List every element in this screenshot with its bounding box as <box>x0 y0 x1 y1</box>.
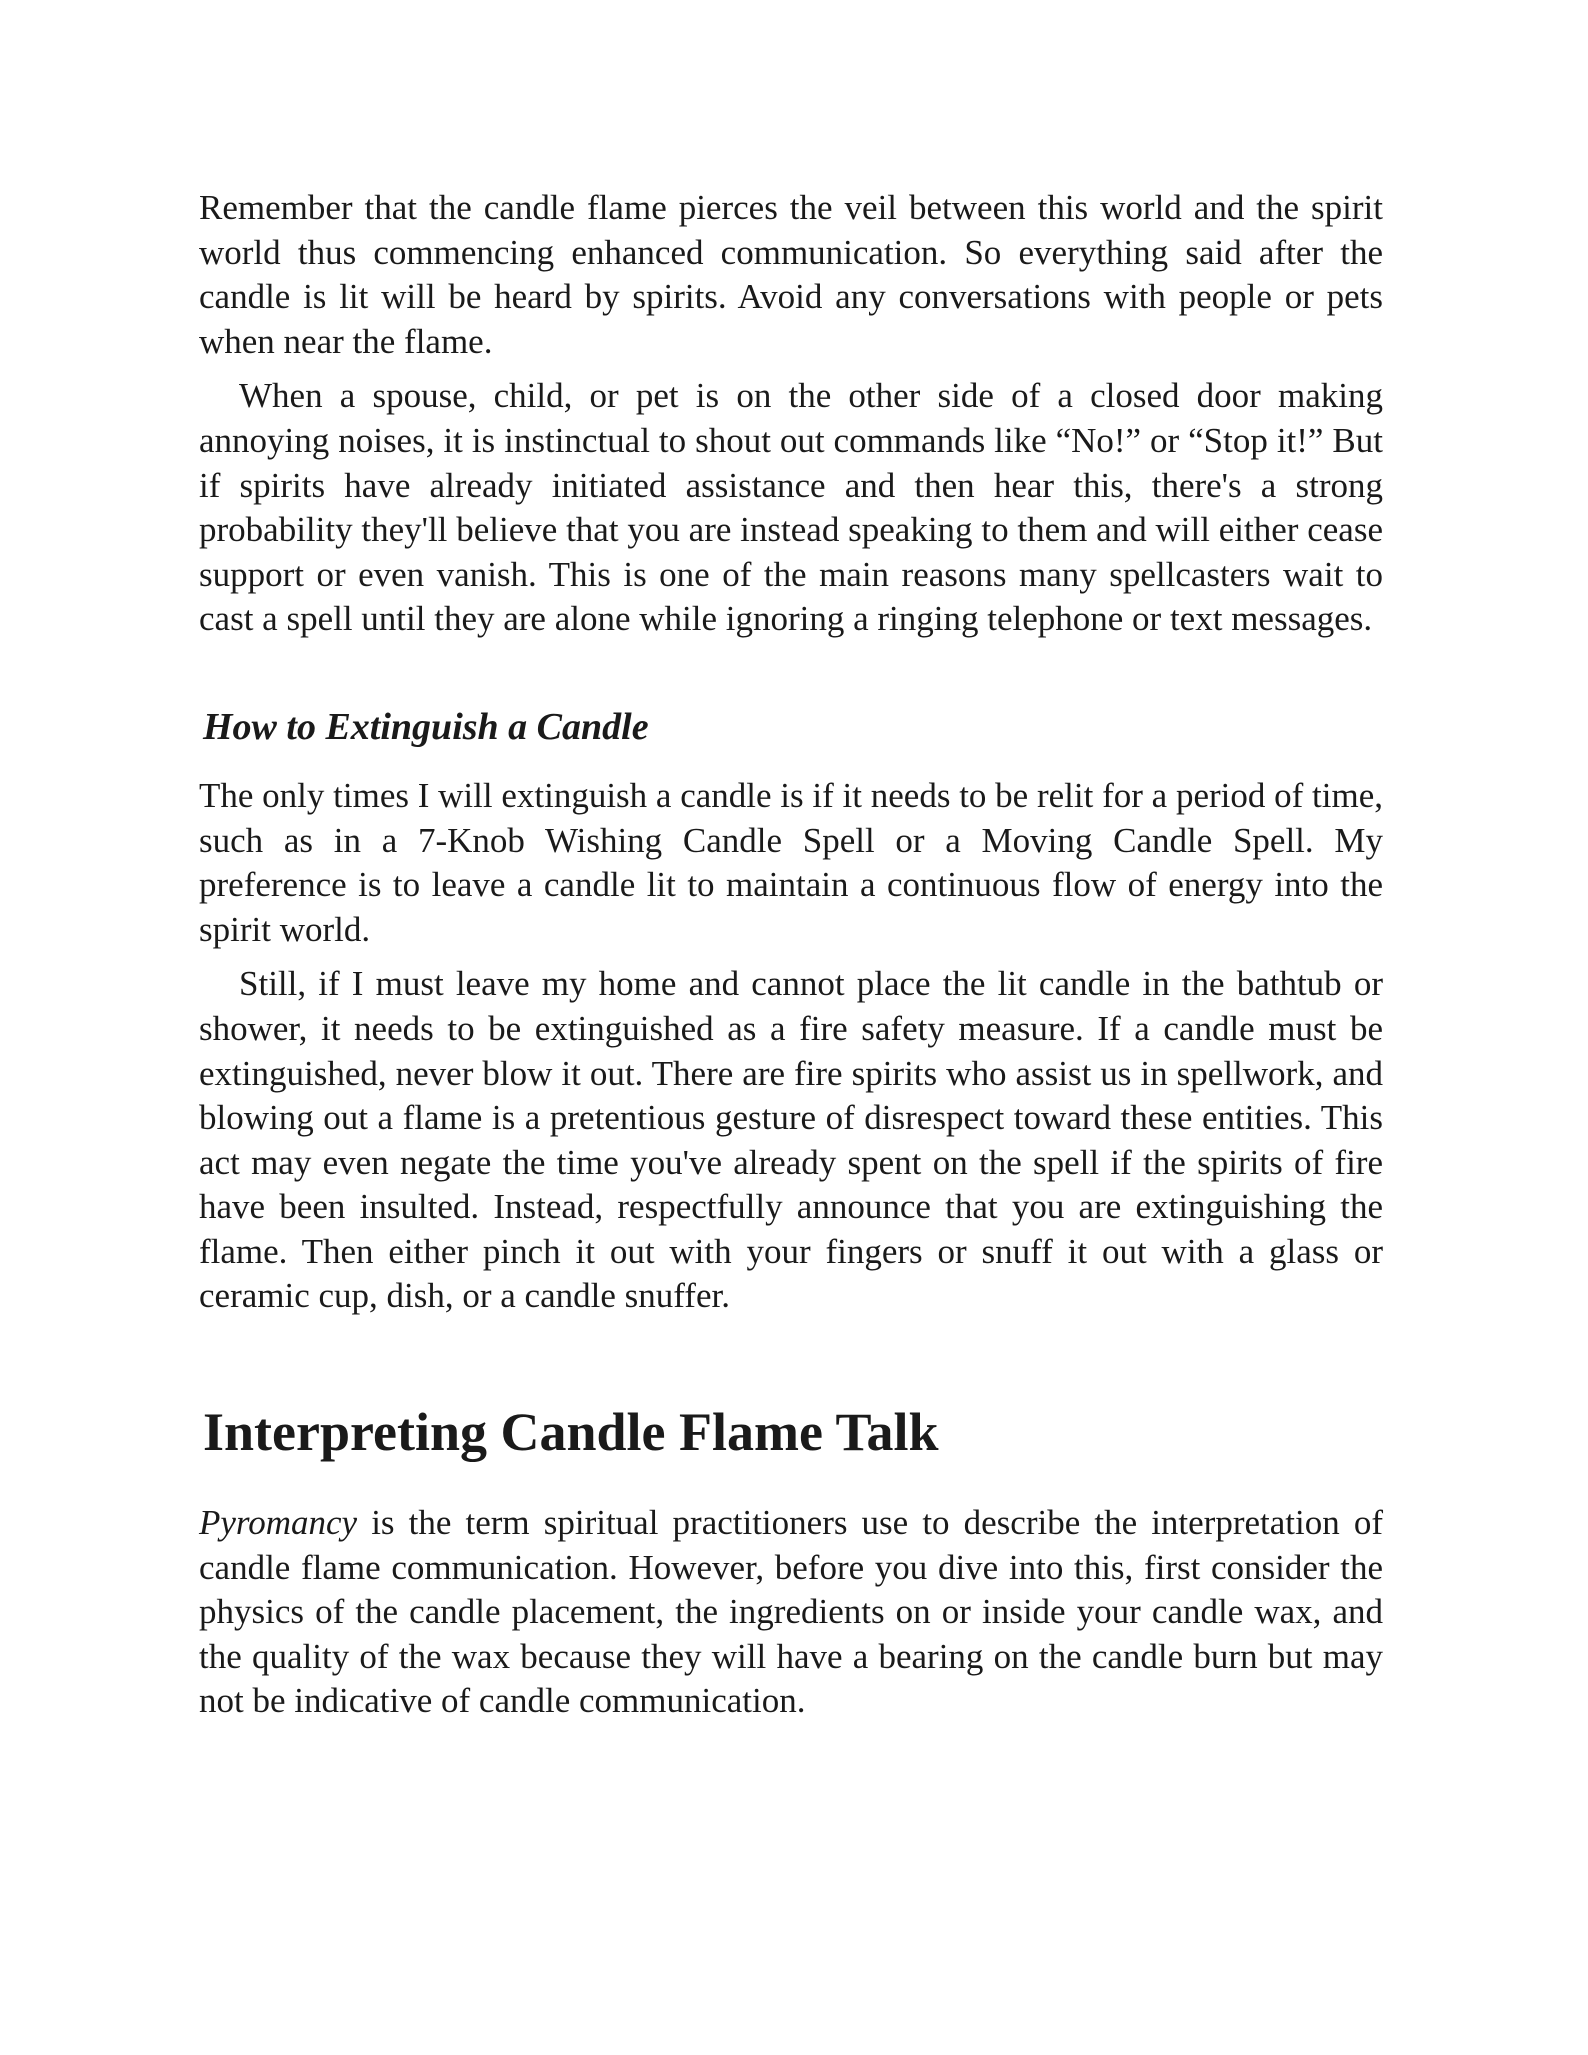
document-page <box>199 186 1383 1724</box>
paragraph-fire-safety: Still, if I must leave my home and cannot place the lit candle in the bathtub or shower, it needs to be extinguished as a fire safety measure. If a candle must be extinguished, never blow it out. There are fire spirits who assist us in spellwork, and blowing out a flame is a pretentious gesture of disrespect toward these entities. This act may even negate the time you've already spent on the spell if the spirits of fire have been insulted. Instead, respectfully announce that you are extinguishing the flame. Then either pinch it out with your fingers or snuff it out with a glass or ceramic cup, dish, or a candle snuffer. <box>199 964 1383 1316</box>
paragraph-pyromancy <box>199 1501 1383 1724</box>
term-pyromancy: Pyromancy <box>199 1503 358 1543</box>
paragraph-avoid-commands: When a spouse, child, or pet is on the other side of a closed door making annoying noises, it is instinctual to shout out commands like “No!” or “Stop it!” But if spirits have already initiated assistance and then hear this, there's a strong probability they'll believe that you are instead speaking to them and will either cease support or even vanish. This is one of the main reasons many spellcasters wait to cast a spell until they are alone while ignoring a ringing telephone or text messages. <box>199 376 1383 639</box>
paragraph-pyromancy-text: is the term spiritual practitioners use to describe the interpretation of candle flame communication. However, before you dive into this, first consider the physics of the candle placement, the ingredients on or inside your candle wax, and the quality of the wax because they will have a bearing on the candle burn but may not be indicative of candle communication. <box>199 1503 1383 1721</box>
chapter-title: Interpreting Candle Flame Talk <box>203 1402 939 1463</box>
paragraph-spirit-communication: Remember that the candle flame pierces the veil between this world and the spirit world thus commencing enhanced communication. So everything said after the candle is lit will be heard by spirits. Avoid any conversations with people or pets when near the flame. <box>199 188 1383 361</box>
paragraph-extinguish-times: The only times I will extinguish a candle is if it needs to be relit for a period of time, such as in a 7-Knob Wishing Candle Spell or a Moving Candle Spell. My preference is to leave a candle lit to maintain a continuous flow of energy into the spirit world. <box>199 775 1383 949</box>
subheading-extinguish-candle: How to Extinguish a Candle <box>203 705 649 748</box>
